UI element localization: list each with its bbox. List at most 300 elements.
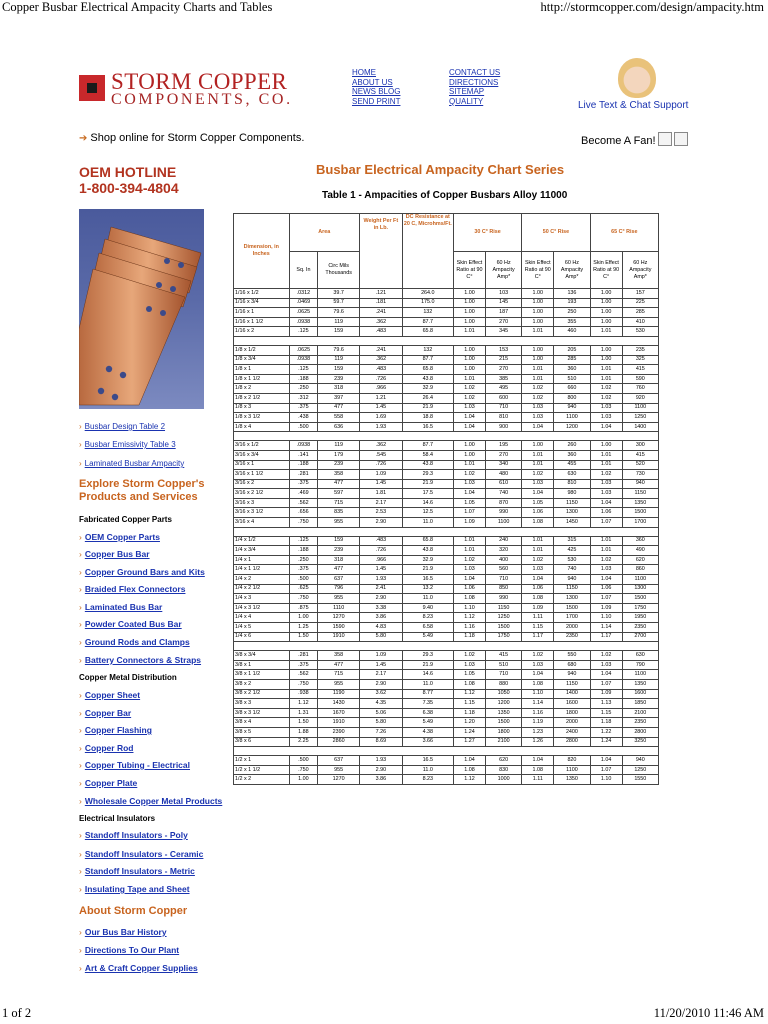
table-cell: .562	[289, 670, 318, 680]
table-cell: 270	[485, 317, 521, 327]
arrow-icon: ›	[79, 440, 82, 449]
link-copper-rod[interactable]: › Copper Rod	[79, 743, 134, 753]
hotline-number: 1-800-394-4804	[79, 180, 179, 196]
table-cell: 1.00	[590, 345, 622, 355]
table-row	[234, 708, 659, 718]
table-cell: 145	[485, 298, 521, 308]
table-cell: 955	[318, 679, 360, 689]
table-cell: 940	[554, 575, 590, 585]
table-cell: 1.06	[453, 584, 485, 594]
table-cell: 1100	[485, 518, 521, 528]
table-cell: .750	[289, 518, 318, 528]
nav-about-link[interactable]: ABOUT US	[352, 77, 393, 87]
hotline-label: OEM HOTLINE	[79, 164, 177, 180]
nav-sitemap-link[interactable]: SITEMAP	[449, 87, 485, 96]
link-art-craft[interactable]: › Art & Craft Copper Supplies	[79, 963, 198, 973]
become-fan[interactable]	[581, 132, 688, 147]
table-cell: 1.03	[590, 403, 622, 413]
table-cell: 1.03	[522, 565, 554, 575]
table-cell: 477	[318, 660, 360, 670]
table-cell: 1.07	[590, 765, 622, 775]
table-cell: 318	[318, 555, 360, 565]
table-cell: 550	[554, 651, 590, 661]
table-cell: 1750	[485, 632, 521, 642]
table-cell: 1800	[485, 727, 521, 737]
table-cell: 1.02	[590, 393, 622, 403]
table-cell: 710	[485, 403, 521, 413]
shop-online-row[interactable]	[79, 132, 304, 144]
table-cell: 2.25	[289, 737, 318, 747]
table-row	[234, 575, 659, 585]
table-row	[234, 565, 659, 575]
explore-line1: Explore Storm Copper's	[79, 478, 205, 490]
table-cell: 385	[485, 374, 521, 384]
table-cell: 11.0	[402, 765, 453, 775]
table-cell: 955	[318, 765, 360, 775]
table-cell: 4.38	[402, 727, 453, 737]
table-cell: 1.00	[590, 298, 622, 308]
table-title: Table 1 - Ampacities of Copper Busbars Alloy 11000	[322, 190, 568, 201]
table-cell: 630	[554, 470, 590, 480]
table-cell: 620	[485, 756, 521, 766]
table-cell: 1.01	[522, 460, 554, 470]
table-cell: 13.2	[402, 584, 453, 594]
table-cell: 1350	[554, 775, 590, 785]
table-cell: 397	[318, 393, 360, 403]
table-cell: 1.12	[453, 689, 485, 699]
table-cell: 1000	[485, 775, 521, 785]
table-cell: .362	[359, 355, 402, 365]
table-cell: 1.04	[590, 756, 622, 766]
table-cell: 680	[554, 660, 590, 670]
table-cell: 1100	[554, 413, 590, 423]
explore-line2: Products and Services	[79, 491, 198, 503]
spacer-cell	[234, 642, 659, 651]
table-cell: 597	[318, 489, 360, 499]
table-cell: 1/2 x 1 1/2	[234, 765, 290, 775]
table-cell: 1.04	[522, 575, 554, 585]
arrow-icon: ›	[79, 830, 82, 840]
table-cell: 740	[554, 565, 590, 575]
table-cell: 1.00	[522, 441, 554, 451]
table-row	[234, 327, 659, 337]
table-cell: 1.27	[453, 737, 485, 747]
arrow-icon: ›	[79, 743, 82, 753]
table-cell: 4.35	[359, 699, 402, 709]
table-cell: 87.7	[402, 441, 453, 451]
table-cell: 1.03	[590, 413, 622, 423]
table-cell: .125	[289, 365, 318, 375]
table-cell: 1.05	[453, 670, 485, 680]
table-cell: 159	[318, 536, 360, 546]
table-cell: 1.00	[453, 355, 485, 365]
table-cell: .500	[289, 422, 318, 432]
table-cell: 415	[485, 651, 521, 661]
table-cell: .141	[289, 450, 318, 460]
table-cell: 3/8 x 3	[234, 699, 290, 709]
table-row	[234, 765, 659, 775]
table-cell: 1.00	[453, 345, 485, 355]
table-cell: 1.00	[522, 317, 554, 327]
col-header-30c-rise: 30 C° Rise	[453, 214, 521, 252]
table-cell: .0938	[289, 317, 318, 327]
table-row	[234, 584, 659, 594]
link-copper-bar[interactable]: › Copper Bar	[79, 708, 132, 718]
link-standoff-metric[interactable]: › Standoff Insulators - Metric	[79, 866, 195, 876]
table-cell: 14.6	[402, 670, 453, 680]
link-powder-coated[interactable]: › Powder Coated Bus Bar	[79, 619, 182, 629]
table-cell: 1.00	[453, 365, 485, 375]
group-spacer-row	[234, 747, 659, 756]
table-cell: 1590	[318, 623, 360, 633]
table-row	[234, 518, 659, 528]
table-cell: 59.7	[318, 298, 360, 308]
table-cell: .0469	[289, 298, 318, 308]
table-cell: 1.08	[522, 679, 554, 689]
top-nav-col1	[352, 68, 400, 106]
table-cell: 5.49	[402, 632, 453, 642]
table-cell: 1.18	[453, 708, 485, 718]
table-cell: 1.08	[522, 594, 554, 604]
busbar-illustration	[79, 209, 204, 409]
logo-subtitle: COMPONENTS, CO.	[111, 91, 293, 108]
table-cell: .0938	[289, 441, 318, 451]
table-cell: .362	[359, 317, 402, 327]
table-cell: 18.8	[402, 413, 453, 423]
print-header-url: http://stormcopper.com/design/ampacity.htm	[540, 0, 764, 14]
nav-home-link[interactable]: HOME	[352, 68, 376, 77]
arrow-icon: ›	[79, 778, 82, 788]
table-row	[234, 756, 659, 766]
table-cell: 1.02	[522, 470, 554, 480]
table-row	[234, 555, 659, 565]
link-copper-bus-bar[interactable]: › Copper Bus Bar	[79, 549, 150, 559]
email-icon[interactable]	[674, 132, 688, 146]
link-copper-flashing[interactable]: › Copper Flashing	[79, 725, 152, 735]
table-cell: 4.83	[359, 623, 402, 633]
table-row	[234, 536, 659, 546]
table-cell: 1.01	[590, 546, 622, 556]
table-cell: .625	[289, 584, 318, 594]
table-cell: 1.08	[453, 679, 485, 689]
table-cell: 1.16	[522, 708, 554, 718]
link-copper-plate[interactable]: › Copper Plate	[79, 778, 138, 788]
table-cell: 1/2 x 1	[234, 756, 290, 766]
table-cell: 1.03	[453, 565, 485, 575]
table-cell: 225	[622, 298, 658, 308]
table-cell: 3/16 x 3 1/2	[234, 508, 290, 518]
link-battery-connectors[interactable]: › Battery Connectors & Straps	[79, 655, 202, 665]
table-cell: 3/8 x 3 1/2	[234, 708, 290, 718]
table-cell: 3/16 x 1/2	[234, 441, 290, 451]
table-cell: 1.81	[359, 489, 402, 499]
table-cell: 1/8 x 2 1/2	[234, 393, 290, 403]
sidebar-link-emissivity[interactable]: › Busbar Emissivity Table 3	[79, 440, 176, 449]
table-cell: 79.6	[318, 345, 360, 355]
link-ground-rods[interactable]: › Ground Rods and Clamps	[79, 637, 190, 647]
table-row	[234, 660, 659, 670]
table-cell: 1.05	[522, 498, 554, 508]
table-cell: 850	[485, 584, 521, 594]
table-cell: 1.08	[522, 765, 554, 775]
table-row	[234, 603, 659, 613]
table-cell: .500	[289, 575, 318, 585]
table-cell: .188	[289, 546, 318, 556]
table-cell: 3/8 x 1	[234, 660, 290, 670]
table-cell: 1.04	[453, 489, 485, 499]
nav-contact-link[interactable]: CONTACT US	[449, 68, 501, 77]
table-cell: .483	[359, 536, 402, 546]
table-row	[234, 670, 659, 680]
table-cell: .250	[289, 555, 318, 565]
table-cell: 1.12	[453, 613, 485, 623]
table-cell: 119	[318, 441, 360, 451]
table-cell: 520	[622, 460, 658, 470]
table-cell: 3/16 x 3	[234, 498, 290, 508]
table-cell: 1150	[622, 489, 658, 499]
table-cell: 1350	[622, 679, 658, 689]
table-cell: 510	[485, 660, 521, 670]
table-cell: 900	[485, 422, 521, 432]
table-cell: 1.01	[590, 374, 622, 384]
about-heading: About Storm Copper	[79, 905, 188, 917]
table-cell: .0938	[289, 355, 318, 365]
table-cell: 400	[485, 555, 521, 565]
table-cell: 345	[485, 327, 521, 337]
table-cell: 1.00	[590, 441, 622, 451]
table-cell: .125	[289, 327, 318, 337]
table-cell: 940	[622, 479, 658, 489]
table-cell: 159	[318, 327, 360, 337]
group-spacer-row	[234, 642, 659, 651]
table-cell: .0625	[289, 308, 318, 318]
group-spacer-row	[234, 432, 659, 441]
table-cell: 1300	[554, 594, 590, 604]
table-cell: 1.03	[522, 403, 554, 413]
table-cell: .125	[289, 536, 318, 546]
nav-quality-link[interactable]: QUALITY	[449, 96, 484, 106]
link-wholesale-copper[interactable]: › Wholesale Copper Metal Products	[79, 796, 223, 806]
table-cell: 1/2 x 2	[234, 775, 290, 785]
table-cell: .438	[289, 413, 318, 423]
link-laminated-bus-bar[interactable]: › Laminated Bus Bar	[79, 602, 163, 612]
table-cell: 495	[485, 384, 521, 394]
nav-send-print-link[interactable]: SEND PRINT	[352, 96, 401, 106]
table-cell: .0312	[289, 289, 318, 299]
table-cell: 360	[622, 536, 658, 546]
table-cell: 660	[554, 384, 590, 394]
table-cell: 17.5	[402, 489, 453, 499]
table-cell: 65.8	[402, 327, 453, 337]
link-insulating-tape[interactable]: › Insulating Tape and Sheet	[79, 884, 190, 894]
col-header-weight: Weight Per Ft in Lb.	[359, 214, 402, 289]
table-cell: 87.7	[402, 317, 453, 327]
table-cell: 239	[318, 374, 360, 384]
table-cell: 87.7	[402, 355, 453, 365]
table-cell: 1.01	[522, 546, 554, 556]
table-cell: 455	[554, 460, 590, 470]
shop-online-text[interactable]: Shop online for Storm Copper Components.	[90, 132, 305, 144]
table-cell: 1.00	[522, 289, 554, 299]
print-footer-page: 1 of 2	[2, 1006, 32, 1020]
table-cell: 1100	[622, 403, 658, 413]
table-cell: 558	[318, 413, 360, 423]
table-cell: 1150	[485, 603, 521, 613]
nav-news-blog-link[interactable]: NEWS BLOG	[352, 87, 401, 96]
table-cell: 11.0	[402, 518, 453, 528]
table-cell: 1.00	[522, 345, 554, 355]
table-cell: .375	[289, 403, 318, 413]
table-cell: 1/8 x 1	[234, 365, 290, 375]
table-cell: 1850	[622, 699, 658, 709]
table-cell: 16.5	[402, 756, 453, 766]
sidebar-link-laminated[interactable]: › Laminated Busbar Ampacity	[79, 459, 185, 468]
table-cell: 1600	[554, 699, 590, 709]
storm-copper-logo[interactable]	[79, 69, 293, 110]
link-bus-bar-history[interactable]: › Our Bus Bar History	[79, 927, 167, 937]
table-cell: 1.15	[590, 708, 622, 718]
table-cell: 2.90	[359, 679, 402, 689]
table-cell: .726	[359, 374, 402, 384]
table-cell: 360	[554, 450, 590, 460]
chat-support-widget[interactable]	[578, 58, 696, 114]
table-cell: 1270	[318, 613, 360, 623]
spacer-cell	[234, 747, 659, 756]
table-cell: 2.53	[359, 508, 402, 518]
table-row	[234, 651, 659, 661]
table-cell: 1/16 x 1	[234, 308, 290, 318]
busbar-photo	[79, 209, 204, 409]
table-cell: 3/8 x 5	[234, 727, 290, 737]
table-cell: 2.90	[359, 518, 402, 528]
table-cell: 159	[318, 365, 360, 375]
table-cell: 1.24	[453, 727, 485, 737]
table-cell: 1.04	[522, 670, 554, 680]
link-braided-flex[interactable]: › Braided Flex Connectors	[79, 584, 186, 594]
table-cell: 1.08	[453, 765, 485, 775]
table-cell: 7.35	[402, 699, 453, 709]
table-cell: 1950	[622, 613, 658, 623]
arrow-icon: ›	[79, 637, 82, 647]
table-cell: 1500	[622, 508, 658, 518]
series-title: Busbar Electrical Ampacity Chart Series	[316, 162, 565, 177]
table-cell: 1500	[485, 718, 521, 728]
table-cell: .281	[289, 470, 318, 480]
arrow-icon: ›	[79, 725, 82, 735]
arrow-icon: ›	[79, 655, 82, 665]
table-cell: 1.45	[359, 479, 402, 489]
table-cell: .188	[289, 460, 318, 470]
table-cell: 1.31	[289, 708, 318, 718]
table-cell: 1.03	[453, 403, 485, 413]
explore-heading	[79, 478, 204, 504]
table-cell: 1/4 x 4	[234, 613, 290, 623]
table-cell: 1.20	[453, 718, 485, 728]
table-cell: 1.17	[522, 632, 554, 642]
arrow-icon: ›	[79, 602, 82, 612]
table-cell: 637	[318, 575, 360, 585]
table-cell: 43.8	[402, 460, 453, 470]
link-ground-bars[interactable]: › Copper Ground Bars and Kits	[79, 567, 205, 577]
table-cell: 1700	[554, 613, 590, 623]
table-cell: 1.03	[590, 489, 622, 499]
table-cell: .726	[359, 546, 402, 556]
link-copper-tubing[interactable]: › Copper Tubing - Electrical	[79, 760, 191, 770]
table-cell: 415	[622, 450, 658, 460]
table-cell: 1.14	[590, 623, 622, 633]
table-cell: 1/4 x 6	[234, 632, 290, 642]
nav-directions-link[interactable]: DIRECTIONS	[449, 77, 499, 87]
col-header-skin-65: Skin Effect Ratio at 90 C°	[590, 252, 622, 289]
table-cell: 65.8	[402, 536, 453, 546]
table-cell: 1.07	[590, 679, 622, 689]
table-cell: 1/8 x 3	[234, 403, 290, 413]
table-cell: 1.25	[289, 623, 318, 633]
table-cell: 530	[622, 327, 658, 337]
table-cell: 205	[554, 345, 590, 355]
sidebar-link-design[interactable]: › Busbar Design Table 2	[79, 422, 166, 431]
logo-mark-icon	[79, 75, 105, 101]
become-fan-text[interactable]: Become A Fan!	[581, 135, 656, 147]
table-cell: 1.02	[522, 651, 554, 661]
table-cell: 1.13	[590, 699, 622, 709]
table-row	[234, 365, 659, 375]
table-cell: 1.04	[522, 422, 554, 432]
link-oem-copper-parts[interactable]: › OEM Copper Parts	[79, 532, 160, 542]
table-row	[234, 699, 659, 709]
table-cell: 990	[485, 508, 521, 518]
link-copper-sheet[interactable]: › Copper Sheet	[79, 690, 141, 700]
table-cell: 1.07	[453, 508, 485, 518]
table-cell: 1.03	[522, 660, 554, 670]
table-cell: 1.17	[590, 632, 622, 642]
table-cell: 880	[485, 679, 521, 689]
arrow-icon: ›	[79, 422, 82, 431]
table-cell: 355	[554, 317, 590, 327]
arrow-icon: ›	[79, 584, 82, 594]
facebook-icon[interactable]	[658, 132, 672, 146]
table-cell: 1.93	[359, 422, 402, 432]
col-header-amp-65: 60 Hz Ampacity Amp*	[622, 252, 658, 289]
ampacity-table	[233, 213, 659, 785]
link-directions-plant[interactable]: › Directions To Our Plant	[79, 945, 180, 955]
table-cell: 1.09	[522, 603, 554, 613]
table-cell: 1.00	[289, 613, 318, 623]
table-cell: .875	[289, 603, 318, 613]
table-cell: 1.12	[453, 775, 485, 785]
link-standoff-ceramic[interactable]: › Standoff Insulators - Ceramic	[79, 849, 204, 859]
chat-support-link[interactable]: Live Text & Chat Support	[578, 100, 689, 111]
arrow-icon: ›	[79, 884, 82, 894]
table-cell: 1/16 x 3/4	[234, 298, 290, 308]
table-cell: 16.5	[402, 575, 453, 585]
link-standoff-poly[interactable]: › Standoff Insulators - Poly	[79, 830, 188, 840]
col-header-dimension: Dimension, in Inches	[234, 214, 290, 289]
table-cell: 1.45	[359, 660, 402, 670]
table-cell: .483	[359, 365, 402, 375]
table-cell: 1150	[554, 584, 590, 594]
table-cell: 1/8 x 4	[234, 422, 290, 432]
table-cell: 810	[554, 479, 590, 489]
table-cell: 119	[318, 317, 360, 327]
table-cell: 2.90	[359, 594, 402, 604]
table-cell: 1350	[622, 498, 658, 508]
arrow-icon: ›	[79, 866, 82, 876]
table-cell: 1800	[554, 708, 590, 718]
table-cell: 1/16 x 1/2	[234, 289, 290, 299]
table-cell: .0625	[289, 345, 318, 355]
table-cell: 1600	[622, 689, 658, 699]
